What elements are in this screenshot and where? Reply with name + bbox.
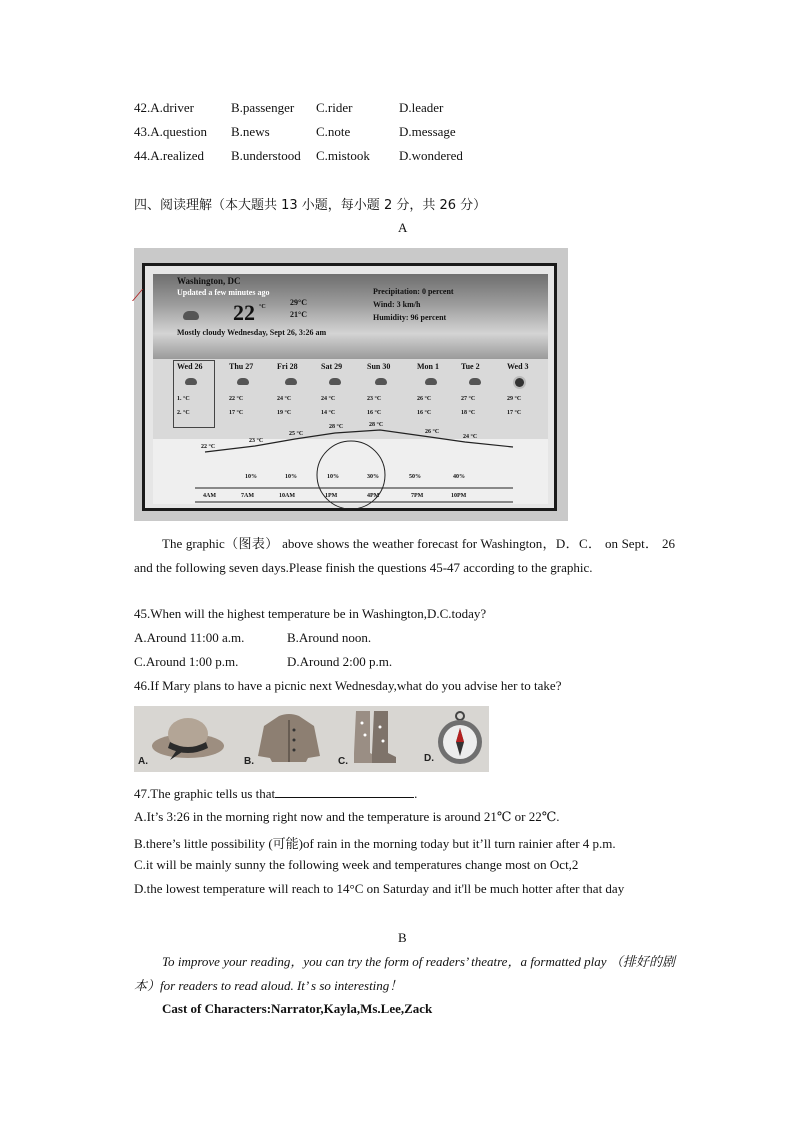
- day-low: 18 °C: [461, 410, 476, 416]
- cloze-option-b: B.understood: [231, 148, 301, 163]
- day-label: Wed 26: [177, 362, 203, 371]
- cloze-option-a: [134, 100, 194, 116]
- hourly-temp: 28 °C: [329, 424, 344, 430]
- day-high: 27 °C: [461, 396, 476, 402]
- day-low: 17 °C: [507, 410, 522, 416]
- passage-a-label: A: [398, 220, 408, 235]
- hour-label: 10PM: [451, 493, 467, 499]
- q47-period: .: [414, 786, 418, 801]
- cloze-option-a-text: A.question: [150, 124, 207, 139]
- cloze-option-a-text: A.realized: [150, 148, 205, 163]
- hour-label: 7PM: [411, 493, 424, 499]
- q45-option-b: B.Around noon.: [287, 630, 372, 645]
- cloze-option-a: [134, 148, 204, 164]
- cloze-number: 43.: [134, 124, 151, 139]
- q46-label-d: D.: [424, 753, 434, 764]
- hourly-temp: 26 °C: [425, 429, 440, 435]
- day-low: 16 °C: [367, 410, 382, 416]
- cloze-option-a-text: A.driver: [150, 100, 194, 115]
- weather-city: Washington, DC: [177, 276, 241, 286]
- weather-frame: [142, 263, 557, 511]
- cloze-option-c: C.rider: [316, 100, 353, 115]
- cast-of-characters: Cast of Characters:Narrator,Kayla,Ms.Lee,Zack: [162, 1001, 433, 1016]
- cloze-option-d: D.message: [399, 124, 456, 139]
- weather-condition: Mostly cloudy Wednesday, Sept 26, 3:26 am: [177, 328, 327, 337]
- q46-stem: 46.If Mary plans to have a picnic next Wednesday,what do you advise her to take?: [134, 678, 562, 693]
- day-high: 24 °C: [321, 396, 336, 402]
- day-label: Thu 27: [229, 362, 254, 371]
- weather-updated: Updated a few minutes ago: [177, 288, 270, 297]
- cloze-option-c: C.note: [316, 124, 351, 139]
- weather-unit: °C: [259, 304, 266, 310]
- day-high: 22 °C: [229, 396, 244, 402]
- weather-wind: Wind: 3 km/h: [373, 300, 421, 309]
- q47-stem: 47.The graphic tells us that: [134, 786, 276, 801]
- cloze-option-b: B.news: [231, 124, 270, 139]
- day-high: 26 °C: [417, 396, 432, 402]
- cloze-number: 44.: [134, 148, 151, 163]
- hourly-temp: 24 °C: [463, 434, 478, 440]
- red-pen-mark: ⟋: [132, 286, 144, 305]
- cloze-option-c: C.mistook: [316, 148, 370, 163]
- q47-option-c: C.it will be mainly sunny the following week and temperatures change most on Oct,2: [134, 857, 579, 872]
- day-low: 17 °C: [229, 410, 244, 416]
- hourly-precip: 10%: [285, 474, 297, 480]
- cloze-option-b: B.passenger: [231, 100, 295, 115]
- hourly-precip: 50%: [409, 474, 421, 480]
- day-high: 1. °C: [177, 396, 190, 402]
- cloze-option-a: [134, 124, 207, 140]
- rain-boots-icon: [350, 709, 400, 767]
- answer-blank[interactable]: [275, 785, 414, 798]
- q45-stem: 45.When will the highest temperature be in Washington,D.C.today?: [134, 606, 487, 621]
- q47-option-d: D.the lowest temperature will reach to 14°C on Saturday and it'll be much hotter after that day: [134, 881, 625, 896]
- raincoat-icon: [254, 712, 324, 764]
- hourly-temp: 28 °C: [369, 422, 384, 428]
- q45-option-d: D.Around 2:00 p.m.: [287, 654, 393, 669]
- day-low: 14 °C: [321, 410, 336, 416]
- day-label: Fri 28: [277, 362, 298, 371]
- q46-label-c: C.: [338, 756, 348, 767]
- q47-option-a: A.It’s 3:26 in the morning right now and the temperature is around 21℃ or 22℃.: [134, 809, 560, 824]
- day-low: 16 °C: [417, 410, 432, 416]
- hourly-temp: 23 °C: [249, 438, 264, 444]
- day-high: 24 °C: [277, 396, 292, 402]
- hour-label: 1PM: [325, 493, 338, 499]
- cloze-option-d: D.leader: [399, 100, 444, 115]
- weather-low: 21°C: [290, 310, 307, 319]
- day-low: 2. °C: [177, 410, 190, 416]
- day-low: 19 °C: [277, 410, 292, 416]
- weather-humidity: Humidity: 96 percent: [373, 313, 447, 322]
- day-label: Sun 30: [367, 362, 391, 371]
- q47-stem-row: [134, 785, 417, 802]
- day-label: Tue 2: [461, 362, 480, 371]
- q45-option-c: C.Around 1:00 p.m.: [134, 654, 239, 669]
- hourly-precip: 40%: [453, 474, 465, 480]
- hour-label: 4PM: [367, 493, 380, 499]
- section-heading: 四、阅读理解（本大题共 13 小题，每小题 2 分，共 26 分）: [134, 198, 487, 213]
- weather-precipitation: Precipitation: 0 percent: [373, 287, 454, 296]
- passage-b-label: B: [398, 930, 407, 945]
- passage-b-intro: To improve your reading，you can try the form of readers’ theatre，a formatted play （排好的剧本）for readers to read aloud. It’ s so interesting！: [134, 954, 675, 993]
- weather-forecast-image: [134, 248, 568, 521]
- q46-options-image: [134, 706, 489, 772]
- weather-current-temp: 22: [233, 300, 255, 325]
- sun-hat-icon: [148, 712, 228, 764]
- passage-a-intro: The graphic（图表） above shows the weather forecast for Washington，D．C． on Sept． 26 and the following seven days.Please finish the questions 45-47 according to the graphic.: [134, 536, 675, 575]
- q45-option-a: A.Around 11:00 a.m.: [134, 630, 245, 645]
- hour-label: 10AM: [279, 493, 295, 499]
- cloze-number: 42.: [134, 100, 151, 115]
- day-high: 29 °C: [507, 396, 522, 402]
- temperature-curve: [145, 266, 554, 508]
- hour-label: 4AM: [203, 493, 216, 499]
- q46-label-b: B.: [244, 756, 254, 767]
- weather-high: 29°C: [290, 298, 307, 307]
- q46-label-a: A.: [138, 756, 148, 767]
- hourly-temp: 25 °C: [289, 431, 304, 437]
- day-label: Mon 1: [417, 362, 439, 371]
- hourly-precip: 30%: [367, 474, 379, 480]
- cloze-option-d: D.wondered: [399, 148, 463, 163]
- day-label: Wed 3: [507, 362, 529, 371]
- day-high: 23 °C: [367, 396, 382, 402]
- hourly-temp: 22 °C: [201, 444, 216, 450]
- compass-icon: [434, 710, 486, 766]
- hour-label: 7AM: [241, 493, 254, 499]
- hourly-precip: 10%: [327, 474, 339, 480]
- hourly-precip: 10%: [245, 474, 257, 480]
- q47-option-b: B.there’s little possibility (可能)of rain in the morning today but it’ll turn rainier after 4 p.m.: [134, 836, 616, 851]
- day-label: Sat 29: [321, 362, 343, 371]
